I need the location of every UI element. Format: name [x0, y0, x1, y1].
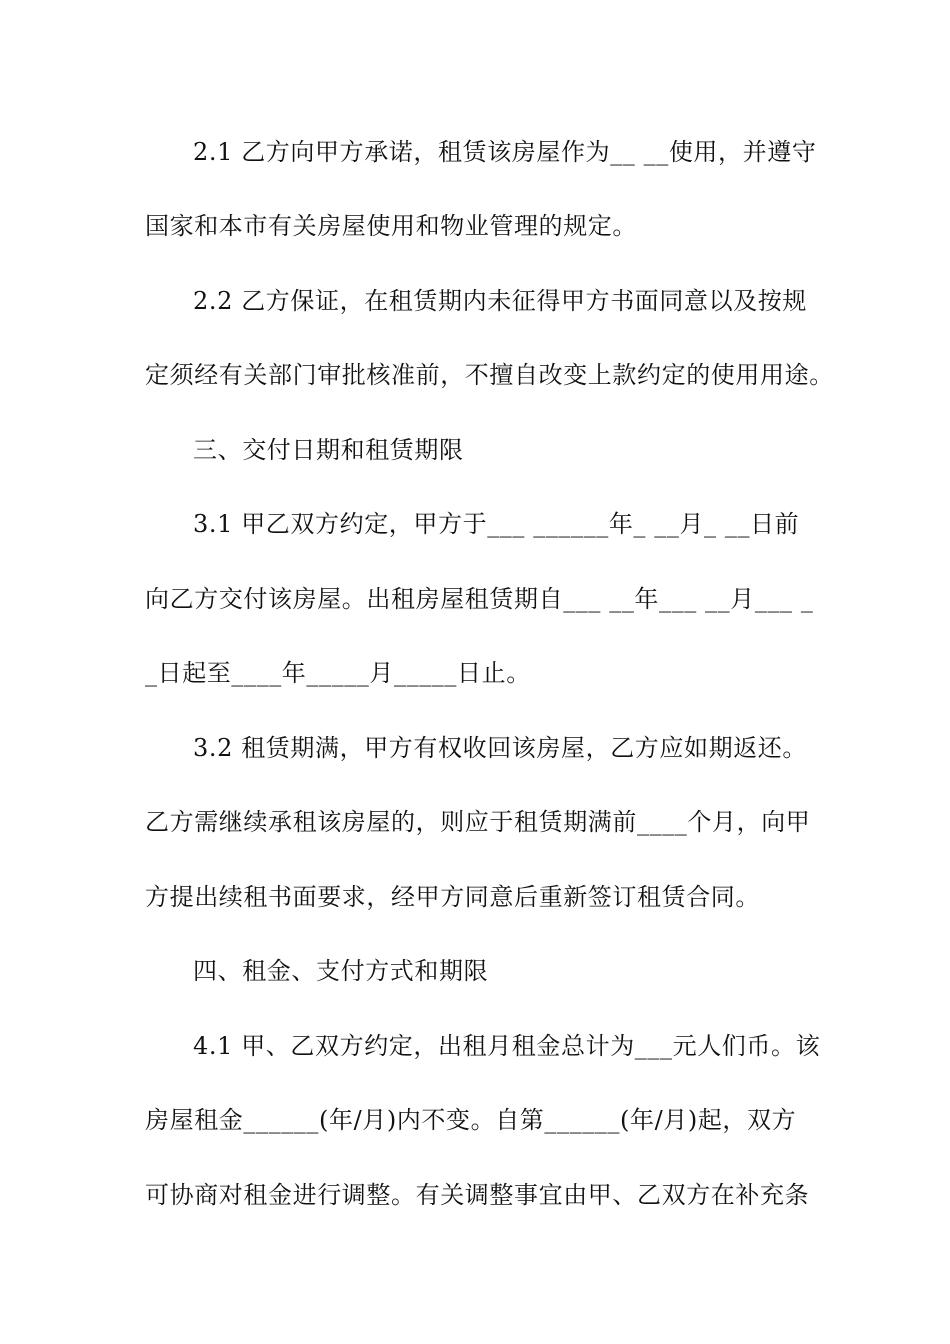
section-4-heading: 四、租金、支付方式和期限: [193, 957, 489, 985]
clause-4-1-line-1: 4.1 甲、乙双方约定，出租月租金总计为___元人们币。该: [193, 1032, 821, 1060]
clause-2-2-line-1: 2.2 乙方保证，在租赁期内未征得甲方书面同意以及按规: [193, 287, 807, 315]
clause-4-1-line-3: 可协商对租金进行调整。有关调整事宜由甲、乙双方在补充条: [145, 1181, 810, 1209]
clause-3-1-line-2: 向乙方交付该房屋。出租房屋租赁期自___ __年___ __月___ _: [145, 585, 814, 613]
clause-2-1-line-1: 2.1 乙方向甲方承诺，租赁该房屋作为__ __使用，并遵守: [193, 138, 817, 166]
clause-2-2-line-2: 定须经有关部门审批核准前，不擅自改变上款约定的使用用途。: [145, 361, 834, 389]
section-3-heading: 三、交付日期和租赁期限: [193, 436, 464, 464]
clause-3-1-line-1: 3.1 甲乙双方约定，甲方于___ ______年_ __月_ __日前: [193, 510, 800, 538]
clause-3-2-line-1: 3.2 租赁期满，甲方有权收回该房屋，乙方应如期返还。: [193, 734, 807, 762]
clause-2-1-line-2: 国家和本市有关房屋使用和物业管理的规定。: [145, 212, 637, 240]
clause-4-1-line-2: 房屋租金______(年/月)内不变。自第______(年/月)起，双方: [145, 1106, 797, 1134]
clause-3-1-line-3: _日起至____年_____月_____日止。: [145, 659, 531, 687]
clause-3-2-line-3: 方提出续租书面要求，经甲方同意后重新签订租赁合同。: [145, 883, 760, 911]
clause-3-2-line-2: 乙方需继续承租该房屋的，则应于租赁期满前____个月，向甲: [145, 808, 811, 836]
